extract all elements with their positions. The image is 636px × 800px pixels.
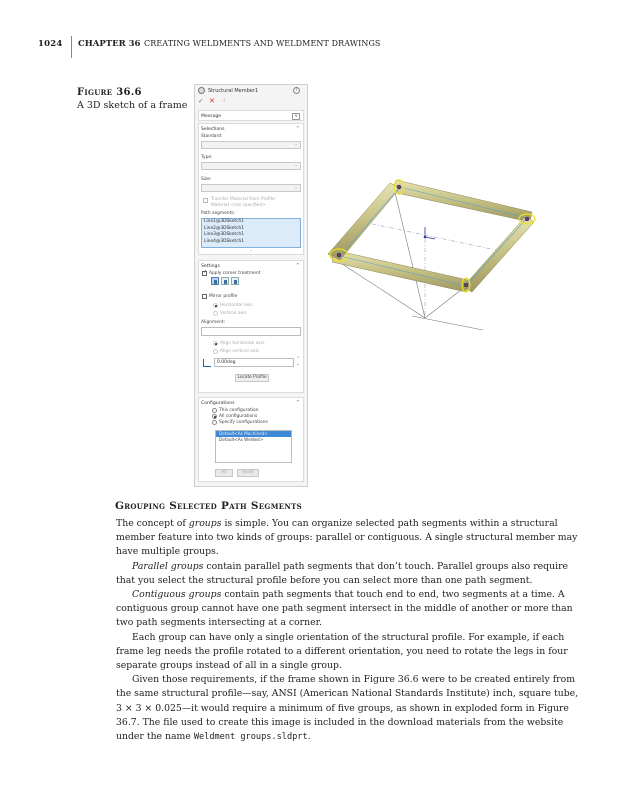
specify-configurations-label: Specify configurations (219, 420, 268, 425)
paragraph: Parallel groups contain parallel path segments that don’t touch. Parallel groups also require that you select the structural profile before you can select more than one path segment. (116, 560, 569, 586)
horizontal-axis-radio[interactable] (213, 303, 218, 308)
this-configuration-radio[interactable] (212, 408, 217, 413)
filename: Weldment groups.sldprt (193, 732, 308, 743)
cancel-x-icon[interactable]: ✕ (209, 97, 215, 105)
list-item[interactable]: Line2@3DSketch1 (204, 225, 245, 231)
list-item[interactable]: Line3@3DSketch1 (204, 232, 245, 237)
path-segment-lines (340, 187, 527, 286)
header-divider (71, 36, 72, 58)
dropdown-arrow-icon: ⌄ (294, 163, 298, 168)
apply-corner-treatment-label: Apply corner treatment (209, 271, 261, 276)
section-heading: Grouping Selected Path Segments (115, 500, 302, 512)
vertical-axis-radio[interactable] (213, 311, 218, 316)
alignment-label: Alignment: (201, 320, 225, 325)
mirror-profile-label: Mirror profile (209, 294, 238, 299)
size-dropdown[interactable] (201, 184, 301, 192)
end-miter-icon[interactable] (211, 277, 219, 285)
all-configurations-radio[interactable] (212, 414, 217, 419)
origin-icon (424, 227, 435, 239)
expand-chevron-icon[interactable]: ∨ (294, 112, 298, 119)
mirror-profile-checkbox[interactable] (202, 294, 207, 299)
panel-title: Structural Member1 (208, 88, 259, 94)
collapse-chevron-icon[interactable]: ^ (295, 126, 300, 132)
list-item[interactable]: Line1@3DSketch1 (204, 219, 245, 224)
selections-label: Selections (201, 127, 225, 132)
align-vertical-radio[interactable] (213, 349, 218, 354)
figure-label: Figure 36.6 (77, 87, 142, 98)
dropdown-arrow-icon: ⌄ (294, 142, 298, 147)
locate-profile-button[interactable]: Locate Profile (235, 374, 269, 382)
body-text (116, 517, 586, 744)
settings-label: Settings (201, 264, 220, 269)
align-vertical-label: Align vertical axis (220, 349, 259, 354)
transfer-material-label: Transfer Material from Profile: (211, 197, 277, 202)
path-segments-label: Path segments: (201, 211, 236, 216)
all-configurations-label: All configurations (219, 414, 258, 419)
running-head (0, 36, 636, 58)
paragraph: Contiguous groups contain path segments that touch end to end, two segments at a time. A contiguous group cannot have one path segment intersect in the middle of another or more than two path segments intersecting at a corner. (116, 589, 573, 629)
list-item[interactable]: Default<As Welded> (219, 437, 264, 442)
spin-arrows-icon[interactable]: ⌃ ⌄ (296, 356, 301, 367)
message-section[interactable] (198, 110, 304, 121)
align-horizontal-radio[interactable] (213, 341, 218, 346)
standard-dropdown[interactable] (201, 141, 301, 149)
message-label: Message (201, 114, 222, 119)
material-status: Material <not specified> (211, 203, 266, 208)
pin-icon[interactable]: ⊣ (221, 98, 226, 104)
end-butt2-icon[interactable] (231, 277, 239, 285)
paragraph: Each group can have only a single orientation of the structural profile. For example, if each frame leg needs the profile rotated to a different orientation, you need to rotate the legs in four separate groups instead of all in a single group. (116, 631, 568, 672)
configurations-label: Configurations (201, 401, 235, 406)
type-dropdown[interactable] (201, 162, 301, 170)
this-configuration-label: This configuration (219, 408, 259, 413)
paragraph: The concept of groups is simple. You can organize selected path segments within a structural member feature into two kinds of groups: parallel or contiguous. A single structural member may have multiple groups. (116, 518, 578, 558)
rotation-angle-value: 0.00deg (217, 360, 236, 365)
page-number: 1024 (38, 39, 63, 49)
configurations-list[interactable] (215, 430, 292, 463)
horizontal-axis-label: Horizontal axis (220, 303, 253, 308)
collapse-chevron-icon[interactable]: ^ (295, 263, 300, 269)
rotation-angle-icon (203, 359, 211, 367)
path-segments-list[interactable] (201, 218, 301, 248)
settings-section (198, 260, 304, 393)
3d-frame-view (308, 170, 548, 330)
vertical-axis-label: Vertical axis (220, 311, 247, 316)
standard-label: Standard: (201, 134, 223, 139)
all-button[interactable]: All (215, 469, 233, 477)
collapse-chevron-icon[interactable]: ^ (295, 400, 300, 406)
rotation-angle-input[interactable] (214, 358, 294, 367)
end-butt1-icon[interactable] (221, 277, 229, 285)
alignment-input[interactable] (201, 327, 301, 336)
paragraph: Given those requirements, if the frame shown in Figure 36.6 were to be created entirely from the same structural profile—say, ANSI (American National Standards Institute) inch, square tube, 3 × 3 × 0.025—it would require a minimum of five groups, as shown in exploded form in Figure 36.7. The file used to create this image is included in the download materials from the website under the name Weldment groups.sldprt. (116, 674, 579, 743)
ok-check-icon[interactable]: ✓ (198, 97, 204, 105)
size-label: Size: (201, 177, 212, 182)
transfer-material-checkbox[interactable] (203, 198, 208, 203)
dropdown-arrow-icon: ⌄ (294, 185, 298, 190)
align-horizontal-label: Align horizontal axis (220, 341, 265, 346)
configurations-section (198, 397, 304, 482)
list-item[interactable]: Default<As Machined> (216, 431, 291, 437)
reset-button[interactable]: Reset (237, 469, 259, 477)
structural-member-icon (198, 87, 205, 94)
help-icon[interactable]: ? (293, 87, 300, 94)
resize-handle-icon[interactable]: ⌄ (249, 248, 253, 253)
chapter-title: CREATING WELDMENTS AND WELDMENT DRAWINGS (144, 39, 381, 48)
selections-section (198, 123, 304, 255)
type-label: Type: (201, 155, 213, 160)
chapter-label: CHAPTER 36 (78, 39, 141, 49)
structural-member-panel (194, 84, 308, 487)
panel-title-bar (198, 87, 303, 96)
apply-corner-treatment-checkbox[interactable]: ✓ (203, 269, 208, 275)
list-item[interactable]: Line4@3DSketch1 (204, 238, 245, 244)
figure-caption: A 3D sketch of a frame (77, 100, 188, 111)
specify-configurations-radio[interactable] (212, 420, 217, 425)
